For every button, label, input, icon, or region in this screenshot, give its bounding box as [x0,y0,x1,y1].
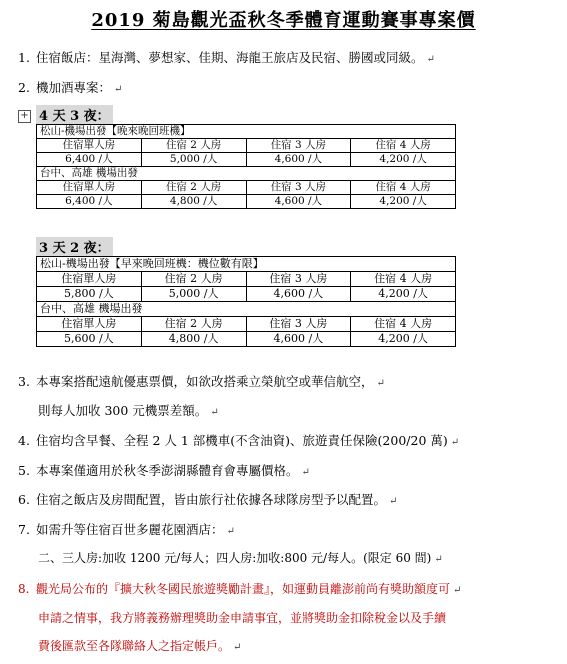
price-cell: 5,000 /人 [141,153,246,167]
item-number: 6. [18,492,30,507]
price-table-4d3n [36,124,456,209]
table-row [37,287,456,302]
price-cell: 4,200 /人 [351,195,456,209]
price-cell: 4,200 /人 [351,153,456,167]
list-item-7-continuation [38,549,443,566]
document-title: 2019 菊島觀光盃秋冬季體育運動賽事專案價 [91,10,476,31]
paragraph-mark-icon: ↵ [450,437,460,448]
table-row [37,272,456,287]
room-type-cell: 住宿 2 人房 [141,139,246,153]
paragraph-mark-icon: ↵ [210,407,219,418]
paragraph-mark-icon: ↵ [434,554,443,565]
paragraph-mark-icon: ↵ [389,496,398,507]
price-cell: 4,200 /人 [351,332,456,347]
list-item-5 [18,461,310,479]
list-item-3 [18,372,385,390]
item-number: 1. [18,50,30,65]
table-row [37,139,456,153]
item-text: 觀光局公布的『擴大秋冬國民旅遊獎勵計畫』，如運動員離澎前尚有獎助額度可 [36,582,451,596]
paragraph-mark-icon: ↵ [301,467,310,478]
item-text: 住宿之飯店及房間配置，皆由旅行社依據各球隊房型予以配置。 [36,492,387,507]
price-cell: 4,800 /人 [141,195,246,209]
table-row [37,153,456,167]
room-type-cell: 住宿 3 人房 [246,272,351,287]
list-item-8 [18,580,461,597]
list-item-4 [18,431,459,449]
list-item-8-continuation-2 [38,637,241,654]
item-number: 3. [18,374,30,389]
item-text: 如需升等住宿百世多麗花園酒店： [36,522,224,537]
price-cell: 4,600 /人 [246,332,351,347]
list-item-3-continuation [38,401,219,419]
route-row [37,167,456,181]
paragraph-mark-icon: ↵ [426,54,435,65]
item-text: 費後匯款至各隊聯絡人之指定帳戶。 [38,639,231,653]
paragraph-mark-icon: ↵ [226,526,235,537]
room-type-cell: 住宿 4 人房 [351,139,456,153]
table-row [37,195,456,209]
plan-header-4d3n: 4 天 3 夜： [36,105,113,124]
room-type-cell: 住宿單人房 [37,317,142,332]
table-row [37,317,456,332]
room-type-cell: 住宿 4 人房 [351,317,456,332]
price-cell: 4,600 /人 [246,195,351,209]
paragraph-mark-icon: ↵ [233,642,242,653]
table-move-handle-icon[interactable]: + [18,110,31,123]
item-text: 住宿均含早餐、全程 2 人 1 部機車(不含油資)、旅遊責任保險(200/20 萬) [36,433,448,448]
route-label: 松山-機場出發【晚來晚回班機】 [37,125,456,139]
item-text: 二、三人房:加收 1200 元/每人；四人房:加收:800 元/每人。(限定 60 間) [38,551,432,565]
price-cell: 4,600 /人 [246,287,351,302]
room-type-cell: 住宿 3 人房 [246,317,351,332]
paragraph-mark-icon: ↵ [114,84,123,95]
price-cell: 6,400 /人 [37,153,142,167]
item-text: 申請之情事，我方將義務辦理獎助金申請事宜，並將獎助金扣除稅金以及手續 [38,611,447,625]
list-item-2 [18,78,122,96]
item-text: 本專案僅適用於秋冬季澎湖縣體育會專屬價格。 [36,463,299,478]
route-label: 松山-機場出發【早來晚回班機：機位數有限】 [37,257,456,272]
list-item-7 [18,520,235,538]
route-row [37,257,456,272]
price-table-3d2n [36,256,456,347]
price-cell: 5,600 /人 [37,332,142,347]
list-item-8-continuation [38,609,446,626]
room-type-cell: 住宿 4 人房 [351,181,456,195]
item-text: 本專案搭配遠航優惠票價，如欲改搭乘立榮航空或華信航空， [36,374,374,389]
item-text: 住宿飯店：星海灣、夢想家、佳期、海龍王旅店及民宿、勝國或同級。 [36,50,424,65]
plan-header-3d2n: 3 天 2 夜： [36,237,113,256]
paragraph-mark-icon: ↵ [376,378,385,389]
table-row [37,181,456,195]
item-text: 機加酒專案： [36,80,112,95]
table-row [37,332,456,347]
item-text: 則每人加收 300 元機票差額。 [38,403,208,418]
item-number: 2. [18,80,30,95]
room-type-cell: 住宿 3 人房 [246,181,351,195]
room-type-cell: 住宿單人房 [37,181,142,195]
room-type-cell: 住宿 2 人房 [141,272,246,287]
list-item-1 [18,48,435,66]
room-type-cell: 住宿單人房 [37,272,142,287]
item-number: 4. [18,433,30,448]
price-cell: 4,200 /人 [351,287,456,302]
route-row [37,302,456,317]
price-cell: 5,800 /人 [37,287,142,302]
room-type-cell: 住宿 2 人房 [141,317,246,332]
route-label: 台中、高雄 機場出發 [37,167,456,181]
item-number: 8. [18,582,30,596]
price-cell: 4,600 /人 [246,153,351,167]
room-type-cell: 住宿 4 人房 [351,272,456,287]
room-type-cell: 住宿 2 人房 [141,181,246,195]
route-label: 台中、高雄 機場出發 [37,302,456,317]
room-type-cell: 住宿單人房 [37,139,142,153]
item-number: 5. [18,463,30,478]
price-cell: 4,800 /人 [141,332,246,347]
route-row [37,125,456,139]
list-item-6 [18,490,397,508]
price-cell: 5,000 /人 [141,287,246,302]
item-number: 7. [18,522,30,537]
paragraph-mark-icon: ↵ [453,585,462,596]
price-cell: 6,400 /人 [37,195,142,209]
room-type-cell: 住宿 3 人房 [246,139,351,153]
